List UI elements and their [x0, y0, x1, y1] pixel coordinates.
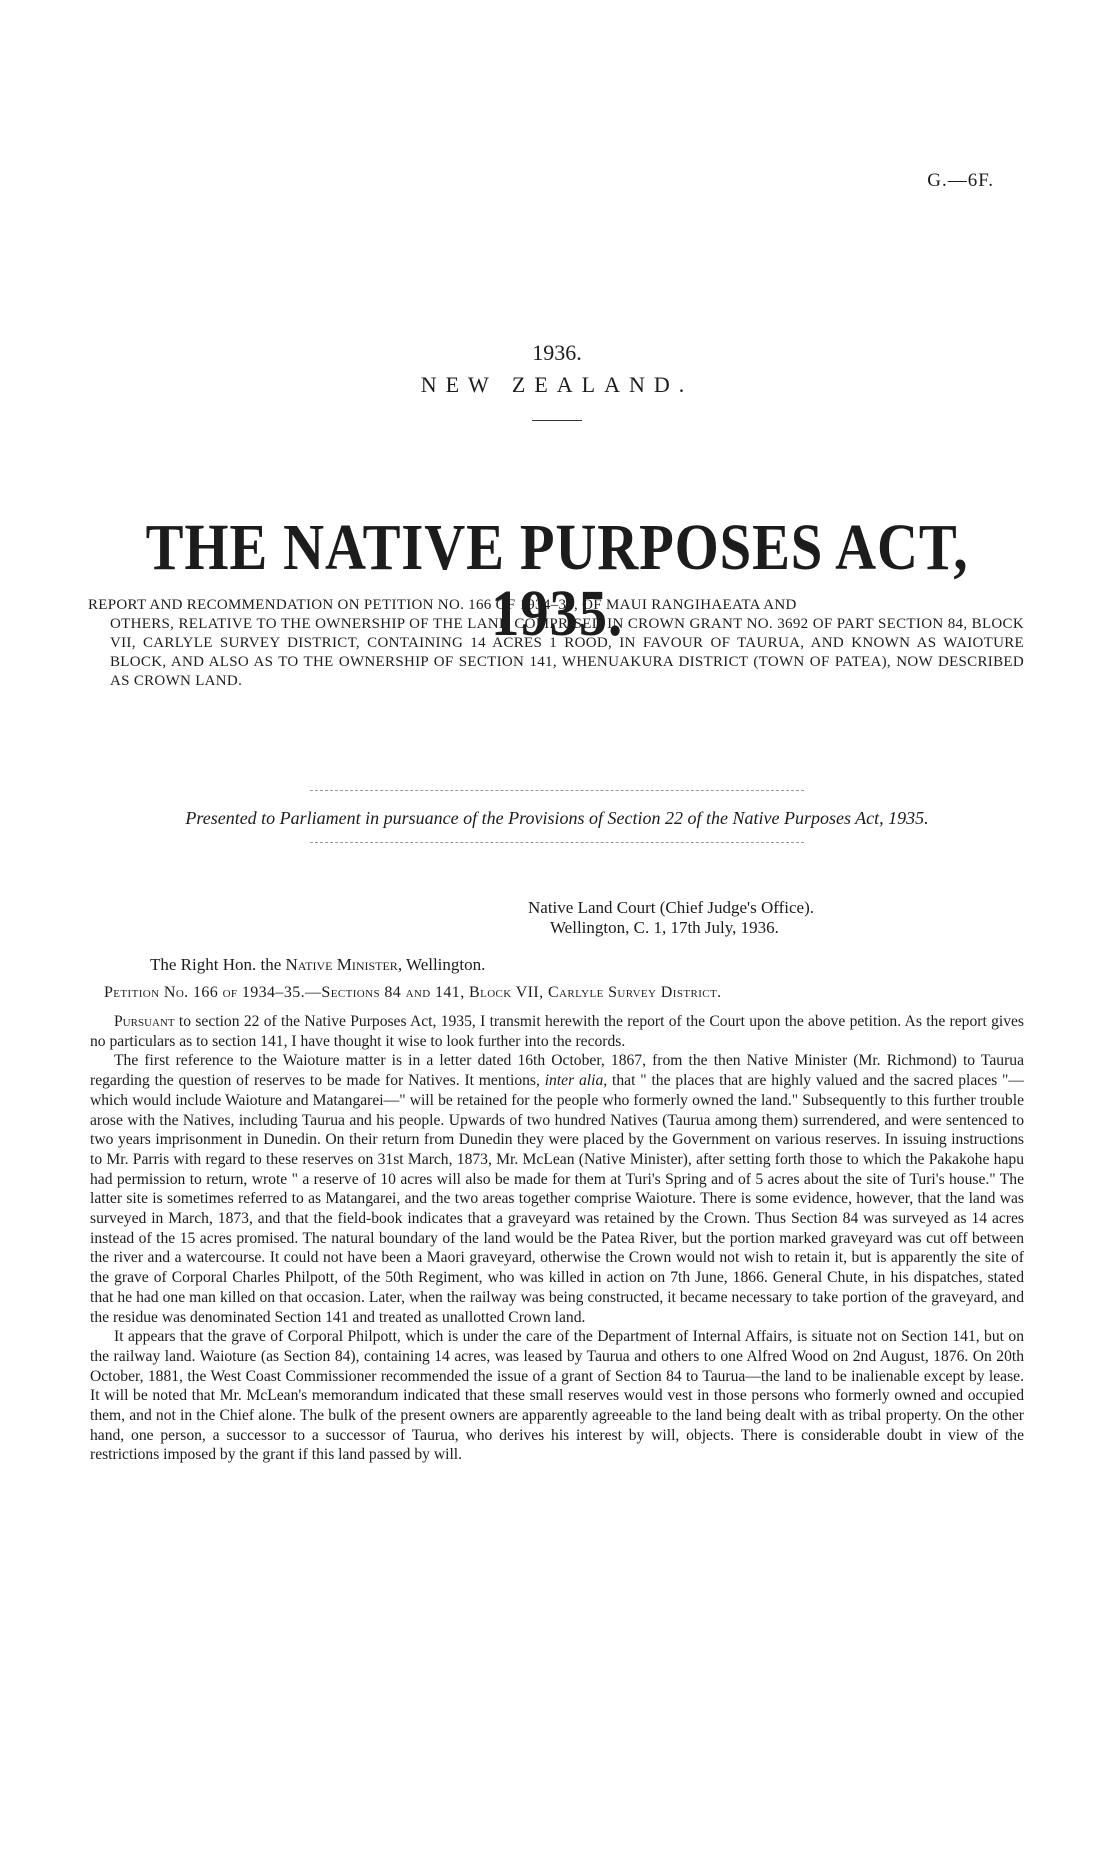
address-line-2: Wellington, C. 1, 17th July, 1936. [550, 918, 779, 937]
divider-short [532, 420, 582, 421]
paragraph-2-italic: inter alia [544, 1072, 604, 1090]
paper-reference: G.—6F. [927, 170, 994, 191]
paragraph-2-text-b: , that " the places that are highly valued and the sacred places "—which would include Waioture and Matangarei—" will be retained for the people who formerly owned the land." Subsequently to this further trouble arose with the Natives, including Taurua and his people. Upwards of two hundred Natives (Taurua among them) surrendered, and were sentenced to two years imprisonment in Dunedin. On their return from Dunedin they were placed by the Government on various reserves. In issuing instructions to Mr. Parris with regard to these reserves on 31st March, 1873, Mr. McLean (Native Minister), after setting forth those to which the Pakakohe hapu had permission to return, wrote " a reserve of 10 acres will also be made for them at Turi's Spring and of 5 acres about the site of Turi's house." The latter site is sometimes referred to as Matangarei, and the two areas together comprise Waioture. There is some evidence, however, that the land was surveyed in March, 1873, and that the field-book indicates that a graveyard was retained by the Crown. Thus Section 84 was surveyed as 14 acres instead of the 15 acres promised. The natural boundary of the land would be the Patea River, but the portion marked graveyard was cut off between the river and a watercourse. It could not have been a Maori graveyard, otherwise the Crown would not wish to retain it, but is apparently the site of the grave of Corporal Charles Philpott, of the 50th Regiment, who was killed in action on 7th June, 1866. General Chute, in his dispatches, stated that he had one man killed on that occasion. Later, when the railway was being constructed, it became necessary to take portion of the graveyard, and the residue was denominated Section 141 and treated as unallotted Crown land. [90, 1072, 1024, 1326]
country: NEW ZEALAND. [420, 372, 694, 397]
letter-body [90, 1012, 1024, 1465]
document-title: THE NATIVE PURPOSES ACT, 1935. [145, 511, 969, 650]
presented-line: Presented to Parliament in pursuance of the Provisions of Section 22 of the Native Purposes Act, 1935. [185, 808, 929, 828]
paragraph-1 [90, 1012, 1024, 1051]
salutation-suffix: , Wellington. [397, 955, 486, 974]
paragraph-1-text: to section 22 of the Native Purposes Act, 1935, I transmit herewith the report of the Court upon the above petition. As the report gives no particulars as to section 141, I have thought it wise to look further into the records. [90, 1013, 1024, 1050]
divider-dotted-top [310, 790, 804, 791]
report-subtitle [88, 596, 1024, 691]
subtitle-first-line: REPORT AND RECOMMENDATION ON PETITION NO. 166 OF 1934–35, OF MAUI RANGIHAEATA AND [88, 597, 797, 613]
salutation-title: Native Minister [285, 955, 398, 974]
paragraph-3: It appears that the grave of Corporal Philpott, which is under the care of the Department of Internal Affairs, is situate not on Section 141, but on the railway land. Waioture (as Section 84), containing 14 acres, was leased by Taurua and others to one Alfred Wood on 2nd August, 1876. On 20th October, 1881, the West Coast Commissioner recommended the issue of a grant of Section 84 to Taurua—the land to be inalienable except by lease. It will be noted that Mr. McLean's memorandum indicated that these small reserves would vest in those persons who formerly owned and occupied them, and not in the Chief alone. The bulk of the present owners are apparently agreeable to the land being dealt with as tribal property. On the other hand, one person, a successor to a successor of Taurua, who derives his interest by will, objects. There is considerable doubt in view of the restrictions imposed by the grant if this land passed by will. [90, 1328, 1024, 1464]
paragraph-1-lead: Pursuant [114, 1013, 175, 1030]
paragraph-2 [90, 1051, 1024, 1327]
year: 1936. [532, 340, 582, 365]
subtitle-continuation: OTHERS, RELATIVE TO THE OWNERSHIP OF THE LAND COMPRISED IN CROWN GRANT NO. 3692 OF PART SECTION 84, BLOCK VII, CARLYLE SURVEY DISTRICT, CONTAINING 14 ACRES 1 ROOD, IN FAVOUR OF TAURUA, AND KNOWN AS WAIOTURE BLOCK, AND ALSO AS TO THE OWNERSHIP OF SECTION 141, WHENUAKURA DISTRICT (TOWN OF PATEA), NOW DESCRIBED AS CROWN LAND. [110, 616, 1024, 689]
address-line-1: Native Land Court (Chief Judge's Office). [528, 898, 815, 917]
salutation [150, 955, 485, 975]
divider-dotted-bottom [310, 842, 804, 843]
paragraph-2-text-a: The first reference to the Waioture matter is in a letter dated 16th October, 1867, from the then Native Minister (Mr. Richmond) to Taurua regarding the question of reserves to be made for Natives. It mentions, [90, 1052, 1024, 1090]
salutation-prefix: The Right Hon. the [150, 955, 286, 974]
petition-heading: Petition No. 166 of 1934–35.—Sections 84 and 141, Block VII, Carlyle Survey District. [104, 984, 722, 1001]
letter-address [528, 898, 814, 938]
